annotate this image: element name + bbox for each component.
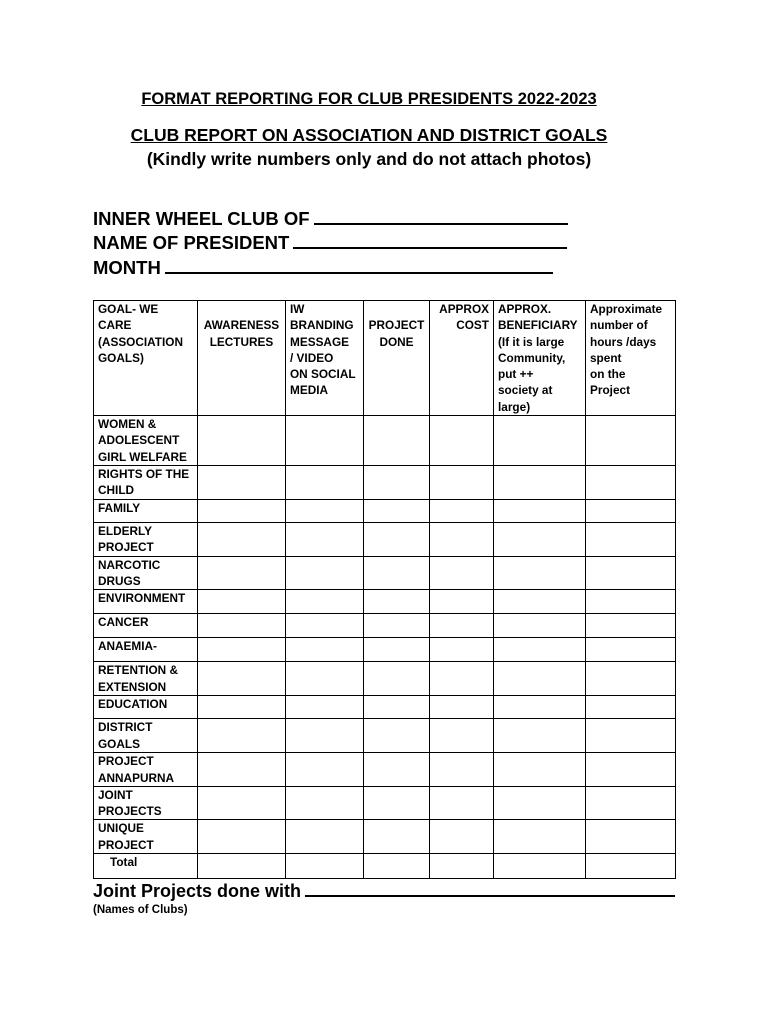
entry-cell[interactable] xyxy=(430,820,494,854)
joint-projects-label: Joint Projects done with xyxy=(93,881,302,901)
form-title: FORMAT REPORTING FOR CLUB PRESIDENTS 2022-2023 xyxy=(141,90,597,108)
entry-cell[interactable] xyxy=(364,753,430,787)
row-label: FAMILY xyxy=(94,499,198,522)
entry-cell[interactable] xyxy=(198,820,286,854)
header-project-done: PROJECT DONE xyxy=(364,301,430,416)
entry-cell[interactable] xyxy=(430,753,494,787)
entry-cell[interactable] xyxy=(286,638,364,662)
total-row xyxy=(94,854,676,879)
header-approx-beneficiary: APPROX. BENEFICIARY (If it is large Community, put ++ society at large) xyxy=(494,301,586,416)
entry-cell[interactable] xyxy=(586,466,676,500)
entry-cell[interactable] xyxy=(286,662,364,696)
entry-cell[interactable] xyxy=(198,638,286,662)
entry-cell[interactable] xyxy=(586,614,676,638)
entry-cell[interactable] xyxy=(286,753,364,787)
entry-cell[interactable] xyxy=(364,522,430,556)
entry-cell[interactable] xyxy=(198,786,286,820)
table-row xyxy=(94,590,676,614)
entry-cell[interactable] xyxy=(586,753,676,787)
entry-cell[interactable] xyxy=(286,719,364,753)
row-label: RETENTION & EXTENSION xyxy=(94,662,198,696)
entry-cell[interactable] xyxy=(364,820,430,854)
entry-cell[interactable] xyxy=(286,786,364,820)
entry-cell[interactable] xyxy=(286,614,364,638)
entry-cell[interactable] xyxy=(586,638,676,662)
row-label: DISTRICT GOALS xyxy=(94,719,198,753)
entry-cell[interactable] xyxy=(198,719,286,753)
entry-cell[interactable] xyxy=(286,820,364,854)
entry-cell[interactable] xyxy=(586,556,676,590)
table-row xyxy=(94,786,676,820)
entry-cell[interactable] xyxy=(586,590,676,614)
entry-cell[interactable] xyxy=(364,614,430,638)
table-row xyxy=(94,662,676,696)
club-name-field xyxy=(93,206,568,230)
entry-cell[interactable] xyxy=(586,696,676,719)
names-of-clubs-note: (Names of Clubs) xyxy=(93,904,188,916)
row-label: RIGHTS OF THE CHILD xyxy=(94,466,198,500)
instruction-text: (Kindly write numbers only and do not attach photos) xyxy=(146,149,592,169)
entry-cell[interactable] xyxy=(494,499,586,522)
entry-cell[interactable] xyxy=(364,786,430,820)
table-row xyxy=(94,466,676,500)
entry-cell[interactable] xyxy=(286,522,364,556)
entry-cell[interactable] xyxy=(494,614,586,638)
entry-cell[interactable] xyxy=(430,696,494,719)
entry-cell[interactable] xyxy=(430,522,494,556)
entry-cell[interactable] xyxy=(364,590,430,614)
entry-cell[interactable] xyxy=(430,614,494,638)
table-row xyxy=(94,416,676,466)
entry-cell[interactable] xyxy=(494,662,586,696)
entry-cell[interactable] xyxy=(198,556,286,590)
entry-cell[interactable] xyxy=(494,638,586,662)
entry-cell[interactable] xyxy=(586,499,676,522)
entry-cell[interactable] xyxy=(286,696,364,719)
table-row xyxy=(94,614,676,638)
entry-cell[interactable] xyxy=(430,556,494,590)
entry-cell[interactable] xyxy=(494,854,586,879)
entry-cell[interactable] xyxy=(586,786,676,820)
entry-cell[interactable] xyxy=(198,662,286,696)
month-blank[interactable] xyxy=(165,255,553,274)
entry-cell[interactable] xyxy=(286,556,364,590)
entry-cell[interactable] xyxy=(364,416,430,466)
header-goal: GOAL- WE CARE (ASSOCIATION GOALS) xyxy=(94,301,198,416)
entry-cell[interactable] xyxy=(494,696,586,719)
entry-cell[interactable] xyxy=(494,786,586,820)
table-row xyxy=(94,820,676,854)
header-approx-cost: APPROX COST xyxy=(430,301,494,416)
entry-cell[interactable] xyxy=(494,719,586,753)
entry-cell[interactable] xyxy=(494,466,586,500)
entry-cell[interactable] xyxy=(430,499,494,522)
entry-cell[interactable] xyxy=(286,466,364,500)
entry-cell[interactable] xyxy=(364,466,430,500)
table-row xyxy=(94,499,676,522)
row-label: JOINT PROJECTS xyxy=(94,786,198,820)
header-iw-branding: IW BRANDING MESSAGE / VIDEO ON SOCIAL MEDIA xyxy=(286,301,364,416)
entry-cell[interactable] xyxy=(364,696,430,719)
entry-cell[interactable] xyxy=(586,416,676,466)
entry-cell[interactable] xyxy=(586,820,676,854)
row-label: ELDERLY PROJECT xyxy=(94,522,198,556)
goals-table xyxy=(93,300,676,879)
table-row xyxy=(94,522,676,556)
row-label: ANAEMIA- xyxy=(94,638,198,662)
row-label: UNIQUE PROJECT xyxy=(94,820,198,854)
club-name-label: INNER WHEEL CLUB OF xyxy=(93,208,310,229)
entry-cell[interactable] xyxy=(430,638,494,662)
entry-cell[interactable] xyxy=(364,499,430,522)
row-label: WOMEN & ADOLESCENT GIRL WELFARE xyxy=(94,416,198,466)
entry-cell[interactable] xyxy=(198,416,286,466)
entry-cell[interactable] xyxy=(364,662,430,696)
entry-cell[interactable] xyxy=(494,416,586,466)
total-label: Total xyxy=(94,854,198,879)
entry-cell[interactable] xyxy=(494,820,586,854)
president-name-field xyxy=(93,230,567,254)
entry-cell[interactable] xyxy=(364,854,430,879)
entry-cell[interactable] xyxy=(494,522,586,556)
club-name-blank[interactable] xyxy=(314,206,568,225)
entry-cell[interactable] xyxy=(430,786,494,820)
table-row xyxy=(94,696,676,719)
table-row xyxy=(94,719,676,753)
entry-cell[interactable] xyxy=(364,638,430,662)
entry-cell[interactable] xyxy=(198,854,286,879)
entry-cell[interactable] xyxy=(286,499,364,522)
entry-cell[interactable] xyxy=(286,416,364,466)
header-awareness-lectures: AWARENESS LECTURES xyxy=(198,301,286,416)
entry-cell[interactable] xyxy=(430,466,494,500)
entry-cell[interactable] xyxy=(198,499,286,522)
table-row xyxy=(94,753,676,787)
entry-cell[interactable] xyxy=(198,696,286,719)
month-label: MONTH xyxy=(93,257,161,278)
entry-cell[interactable] xyxy=(494,590,586,614)
entry-cell[interactable] xyxy=(586,854,676,879)
entry-cell[interactable] xyxy=(364,556,430,590)
entry-cell[interactable] xyxy=(286,854,364,879)
president-name-label: NAME OF PRESIDENT xyxy=(93,232,290,253)
entry-cell[interactable] xyxy=(364,719,430,753)
entry-cell[interactable] xyxy=(586,662,676,696)
entry-cell[interactable] xyxy=(430,719,494,753)
row-label: PROJECT ANNAPURNA xyxy=(94,753,198,787)
row-label: EDUCATION xyxy=(94,696,198,719)
month-field xyxy=(93,255,553,279)
entry-cell[interactable] xyxy=(494,556,586,590)
entry-cell[interactable] xyxy=(198,590,286,614)
entry-cell[interactable] xyxy=(198,753,286,787)
entry-cell[interactable] xyxy=(198,614,286,638)
entry-cell[interactable] xyxy=(286,590,364,614)
entry-cell[interactable] xyxy=(430,590,494,614)
table-header-row xyxy=(94,301,676,416)
joint-projects-field xyxy=(93,878,675,902)
entry-cell[interactable] xyxy=(586,522,676,556)
header-hours-days: Approximate number of hours /days spent on the Project xyxy=(586,301,676,416)
entry-cell[interactable] xyxy=(494,753,586,787)
entry-cell[interactable] xyxy=(198,466,286,500)
report-subtitle: CLUB REPORT ON ASSOCIATION AND DISTRICT GOALS xyxy=(130,125,608,145)
president-name-blank[interactable] xyxy=(293,230,567,249)
entry-cell[interactable] xyxy=(198,522,286,556)
entry-cell[interactable] xyxy=(430,854,494,879)
table-row xyxy=(94,556,676,590)
row-label: ENVIRONMENT xyxy=(94,590,198,614)
row-label: NARCOTIC DRUGS xyxy=(94,556,198,590)
row-label: CANCER xyxy=(94,614,198,638)
entry-cell[interactable] xyxy=(430,416,494,466)
entry-cell[interactable] xyxy=(586,719,676,753)
entry-cell[interactable] xyxy=(430,662,494,696)
table-row xyxy=(94,638,676,662)
joint-projects-blank[interactable] xyxy=(305,878,675,897)
